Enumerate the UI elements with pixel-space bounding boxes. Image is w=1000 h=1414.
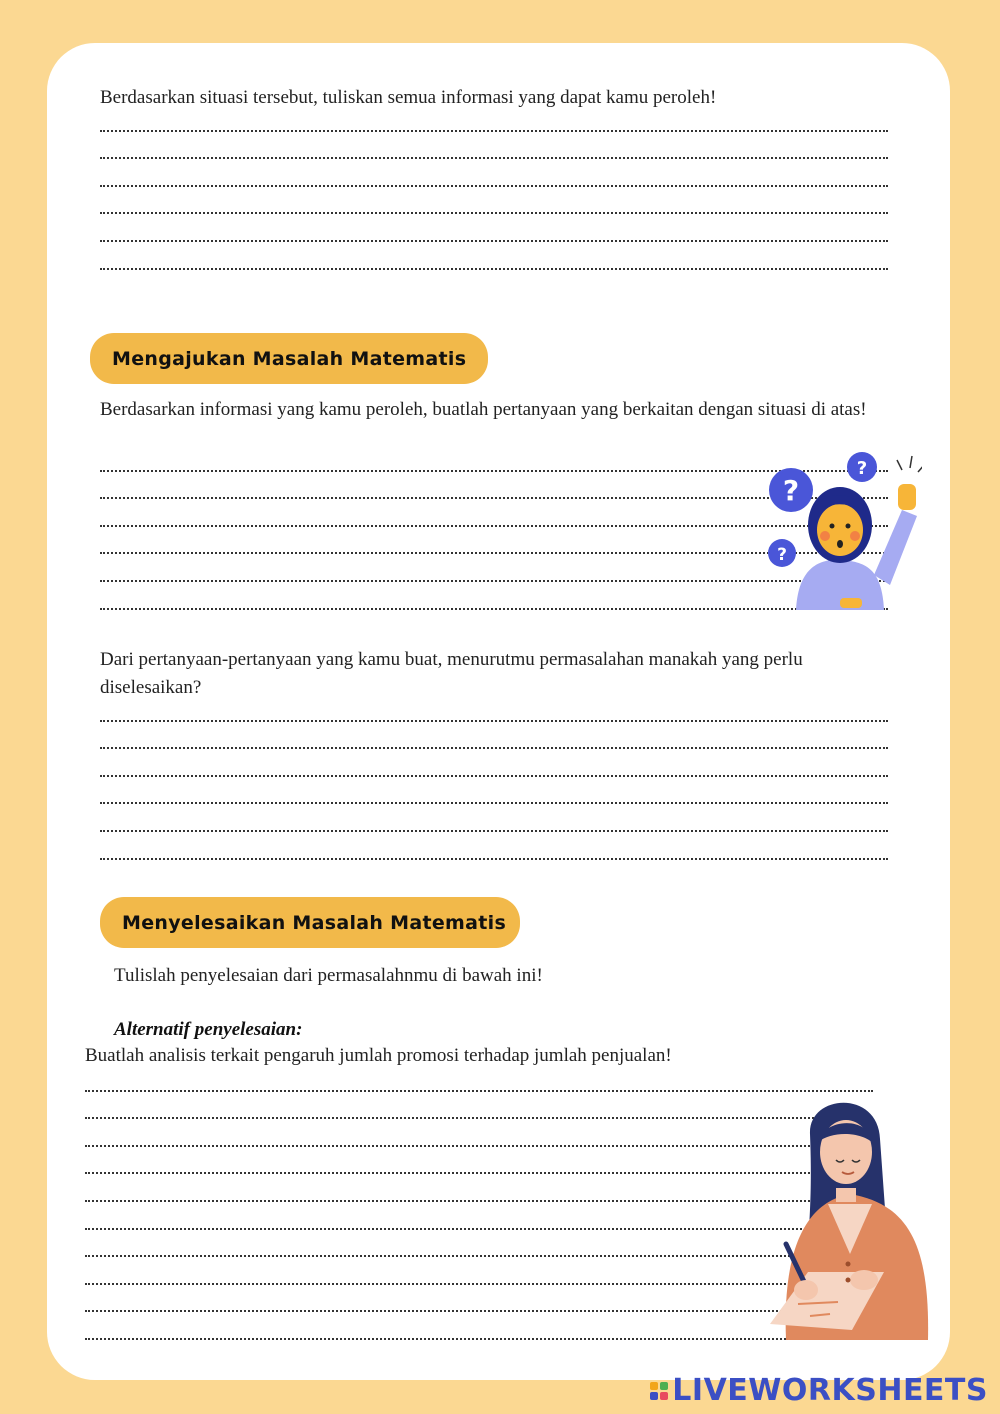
answer-line[interactable] — [100, 694, 888, 722]
answer-line[interactable] — [100, 722, 888, 750]
answer-line[interactable] — [85, 1092, 873, 1120]
svg-text:?: ? — [777, 545, 787, 565]
answer-line[interactable] — [85, 1312, 873, 1340]
section4-alt-prompt: Buatlah analisis terkait pengaruh jumlah promosi terhadap jumlah penjualan! — [85, 1045, 672, 1066]
section4-answer-lines[interactable] — [85, 1064, 873, 1340]
svg-text:?: ? — [782, 474, 800, 507]
svg-text:?: ? — [856, 458, 868, 479]
answer-line[interactable] — [100, 104, 888, 132]
section4-prompt: Tulislah penyelesaian dari permasalahnmu di bawah ini! — [114, 965, 543, 986]
section2-heading: Mengajukan Masalah Matematis — [112, 347, 467, 370]
section4-heading: Menyelesaikan Masalah Matematis — [122, 911, 507, 934]
answer-line[interactable] — [100, 832, 888, 860]
section1-prompt: Berdasarkan situasi tersebut, tuliskan semua informasi yang dapat kamu peroleh! — [100, 87, 717, 108]
section2-heading-pill — [90, 333, 488, 384]
liveworksheets-footer[interactable] — [650, 1373, 988, 1408]
section3-prompt: Dari pertanyaan-pertanyaan yang kamu buat, menurutmu permasalahan manakah yang perlu diselesaikan? — [100, 649, 803, 698]
alternative-solution-label: Alternatif penyelesaian: — [114, 1019, 303, 1040]
answer-line[interactable] — [85, 1285, 873, 1313]
answer-line[interactable] — [85, 1119, 873, 1147]
section4-heading-pill — [100, 897, 520, 948]
section2-prompt: Berdasarkan informasi yang kamu peroleh, buatlah pertanyaan yang berkaitan dengan situasi di atas! — [100, 399, 867, 420]
answer-line[interactable] — [100, 804, 888, 832]
answer-line[interactable] — [85, 1064, 873, 1092]
answer-line[interactable] — [85, 1257, 873, 1285]
answer-line[interactable] — [100, 132, 888, 160]
brand-name: LIVEWORKSHEETS — [672, 1373, 988, 1408]
answer-line[interactable] — [100, 159, 888, 187]
woman-writing-icon — [768, 1094, 938, 1340]
answer-line[interactable] — [85, 1147, 873, 1175]
answer-line[interactable] — [85, 1230, 873, 1258]
answer-line[interactable] — [100, 214, 888, 242]
answer-line[interactable] — [85, 1174, 873, 1202]
confused-girl-with-question-marks-icon — [762, 450, 922, 618]
liveworksheets-logo-icon — [650, 1382, 668, 1400]
answer-line[interactable] — [100, 749, 888, 777]
answer-line[interactable] — [100, 187, 888, 215]
section1-answer-lines[interactable] — [100, 104, 888, 270]
section3-answer-lines[interactable] — [100, 694, 888, 860]
answer-line[interactable] — [85, 1202, 873, 1230]
answer-line[interactable] — [100, 242, 888, 270]
answer-line[interactable] — [100, 777, 888, 805]
